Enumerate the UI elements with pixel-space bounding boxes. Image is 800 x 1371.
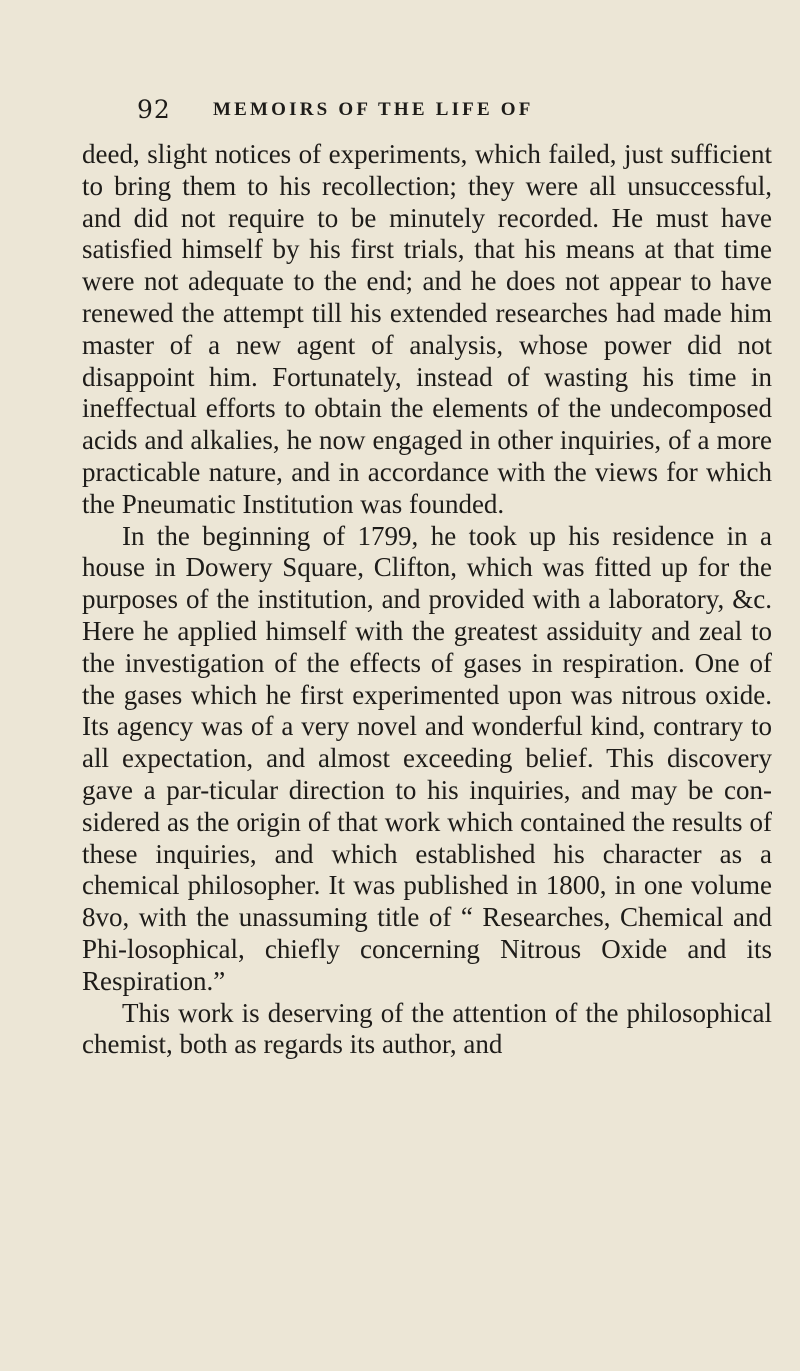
body-text [82,139,772,1061]
running-title: MEMOIRS OF THE LIFE OF [213,99,534,120]
paragraph-work: This work is deserving of the attention of the philosophical chemist, both as regards its author, and [82,997,772,1060]
page-header [0,90,800,130]
page-number: 92 [137,95,171,124]
paragraph-continued: deed, slight notices of experiments, which failed, just sufficient to bring them to his recollection; they were all unsuccessful, and did not require to be minutely recorded. He must have satisfied himself by his first trials, that his means at that time were not adequate to the end; and he does not appear to have renewed the attempt till his extended researches had made him master of a new agent of analysis, whose power did not disappoint him. Fortunately, instead of wasting his time in ineffectual efforts to obtain the elements of the undecomposed acids and alkalies, he now engaged in other inquiries, of a more practicable nature, and in accordance with the views for which the Pneumatic Institution was founded. [82,139,772,519]
paragraph-residence: In the beginning of 1799, he took up his residence in a house in Dowery Square, Clifton, which was fitted up for the purposes of the institution, and provided with a laboratory, &c. Here he applied himself with the greatest assiduity and zeal to the investigation of the effects of gases in respiration. One of the gases which he first experimented upon was nitrous oxide. Its agency was of a very novel and wonderful kind, contrary to all expectation, and almost exceeding belief. This discovery gave a par-ticular direction to his inquiries, and may be con-sidered as the origin of that work which contained the results of these inquiries, and which established his character as a chemical philosopher. It was published in 1800, in one volume 8vo, with the unassuming title of “ Researches, Chemical and Phi-losophical, chiefly concerning Nitrous Oxide and its Respiration.” [82,520,772,996]
